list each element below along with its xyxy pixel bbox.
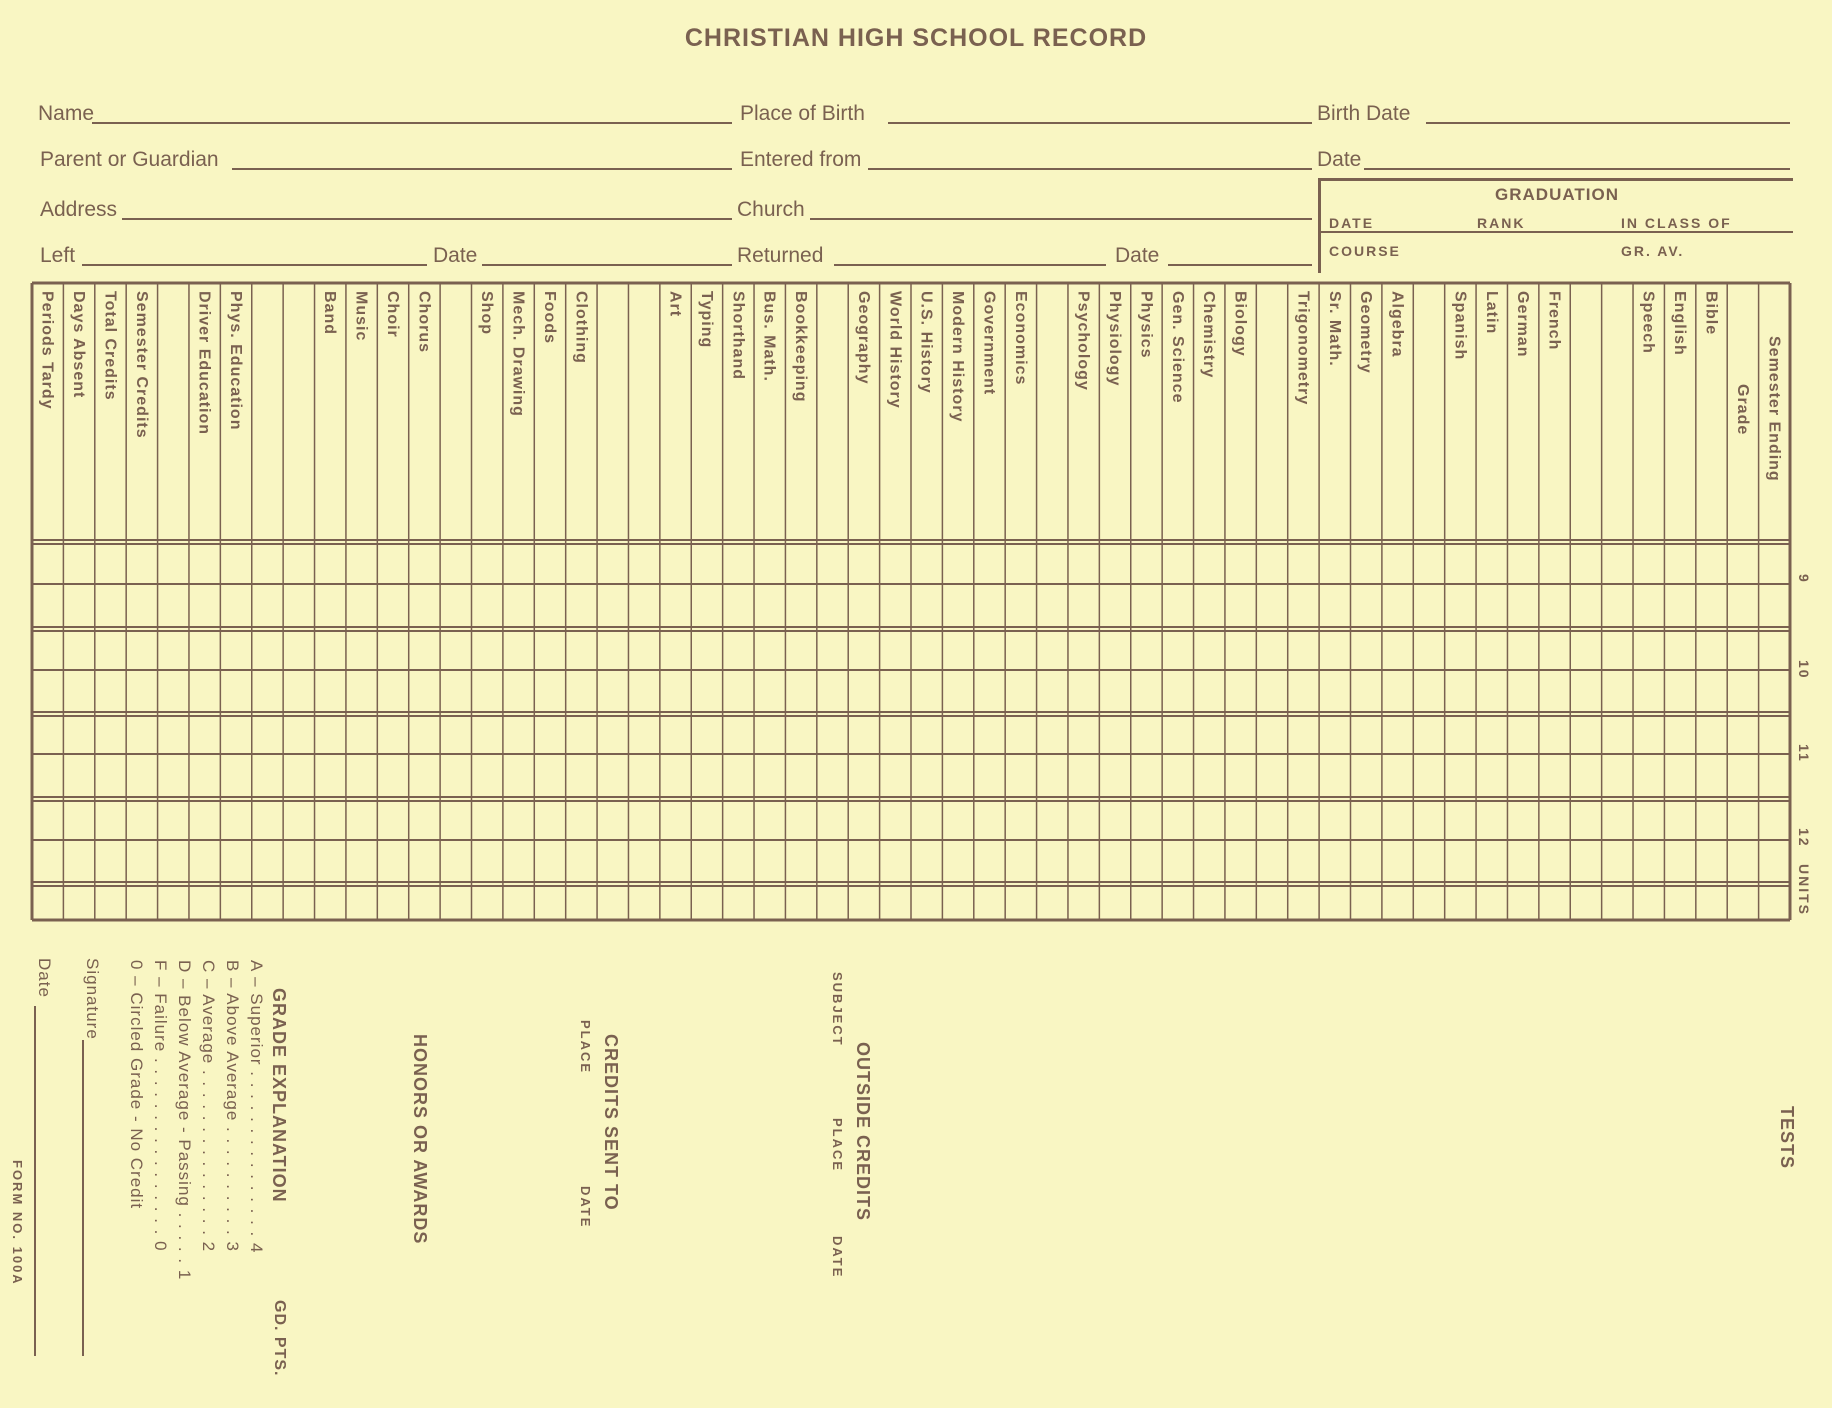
- birth-date-label: Birth Date: [1317, 102, 1411, 125]
- column-header: Typing: [697, 291, 715, 349]
- row-label: UNITS: [1796, 864, 1812, 916]
- credits-date-label: DATE: [578, 1186, 593, 1229]
- column-header: Bible: [1702, 291, 1720, 336]
- column-header: Latin: [1482, 291, 1500, 335]
- column-header: Driver Education: [195, 291, 213, 436]
- graduation-class-of-label: IN CLASS OF: [1621, 215, 1732, 231]
- date-label: Date: [35, 958, 54, 998]
- graduation-heading: GRADUATION: [1495, 185, 1619, 204]
- signature-field[interactable]: [82, 1040, 84, 1356]
- grade-explanation-line: A – Superior . . . . . . . . . . . . . . . 4: [247, 960, 266, 1254]
- column-header: German: [1514, 291, 1532, 358]
- column-header: Clothing: [572, 291, 590, 364]
- column-header: Physics: [1137, 291, 1155, 359]
- row-label: 9: [1796, 574, 1812, 584]
- row-label: 12: [1796, 828, 1812, 848]
- returned-label: Returned: [737, 244, 824, 267]
- column-header: Periods Tardy: [38, 291, 56, 410]
- form-number: FORM NO. 100A: [10, 1160, 25, 1286]
- column-header: Days Absent: [70, 291, 88, 399]
- column-header: Grade: [1733, 384, 1751, 436]
- column-header: English: [1671, 291, 1689, 356]
- column-header: Semester Ending: [1765, 336, 1783, 482]
- column-header: Sr. Math.: [1325, 291, 1343, 367]
- grade-points-heading: GD. PTS.: [271, 1300, 288, 1377]
- column-header: Shorthand: [729, 291, 747, 380]
- column-header: Physiology: [1106, 291, 1124, 387]
- parent-guardian-label: Parent or Guardian: [40, 148, 219, 171]
- column-header: Music: [352, 291, 370, 342]
- place-of-birth-label: Place of Birth: [740, 102, 865, 125]
- column-header: U.S. History: [917, 291, 935, 394]
- row-label: 11: [1796, 744, 1812, 763]
- form-title: CHRISTIAN HIGH SCHOOL RECORD: [684, 24, 1148, 52]
- column-header: Band: [321, 291, 339, 335]
- date-returned-label: Date: [1115, 244, 1160, 267]
- graduation-rank-label: RANK: [1477, 215, 1526, 231]
- column-header: Psychology: [1074, 291, 1092, 391]
- column-header: Speech: [1639, 291, 1657, 354]
- grade-explanation-heading: GRADE EXPLANATION: [269, 988, 289, 1203]
- outside-subject-label: SUBJECT: [830, 972, 845, 1047]
- address-label: Address: [40, 198, 118, 221]
- grade-explanation-line: B – Above Average . . . . . . . . . . 3: [223, 960, 242, 1252]
- credits-place-label: PLACE: [578, 1020, 593, 1075]
- column-header: Total Credits: [101, 291, 119, 401]
- column-header: Spanish: [1451, 291, 1469, 361]
- column-header: Chemistry: [1200, 291, 1218, 379]
- church-label: Church: [737, 198, 805, 221]
- column-header: Geometry: [1357, 291, 1375, 374]
- column-header: Trigonometry: [1294, 291, 1312, 406]
- column-header: Mech. Drawing: [509, 291, 527, 417]
- date-entered-label: Date: [1317, 148, 1362, 171]
- column-header: Modern History: [949, 291, 967, 423]
- column-header: Algebra: [1388, 291, 1406, 358]
- column-header: Government: [980, 291, 998, 396]
- column-header: Biology: [1231, 291, 1249, 357]
- column-header: Foods: [540, 291, 558, 344]
- name-label: Name: [38, 102, 95, 125]
- date-left-label: Date: [433, 244, 478, 267]
- column-header: Geography: [854, 291, 872, 385]
- column-header: Shop: [478, 291, 496, 335]
- grade-explanation-line: D – Below Average - Passing . . . . . 1: [175, 960, 194, 1281]
- outside-place-label: PLACE: [830, 1118, 845, 1173]
- signature-label: Signature: [83, 958, 102, 1040]
- honors-awards-heading: HONORS OR AWARDS: [410, 1034, 430, 1245]
- grade-explanation-line: C – Average . . . . . . . . . . . . . . . 2: [199, 960, 218, 1253]
- grade-explanation-line: F – Failure . . . . . . . . . . . . . . . . 0: [151, 960, 170, 1252]
- outside-date-label: DATE: [830, 1236, 845, 1279]
- column-header: Gen. Science: [1168, 291, 1186, 404]
- column-header: Art: [666, 291, 684, 318]
- column-header: Bookkeeping: [792, 291, 810, 403]
- grade-explanation-line: 0 – Circled Grade - No Credit: [127, 960, 146, 1210]
- entered-from-label: Entered from: [740, 148, 862, 171]
- column-header: Semester Credits: [132, 291, 150, 439]
- outside-credits-heading: OUTSIDE CREDITS: [853, 1042, 873, 1222]
- date-field[interactable]: [34, 1006, 36, 1356]
- column-header: Phys. Education: [227, 291, 245, 431]
- column-header: World History: [886, 291, 904, 409]
- column-header: Economics: [1011, 291, 1029, 386]
- graduation-course-label: COURSE: [1329, 243, 1401, 259]
- column-header: Bus. Math.: [760, 291, 778, 382]
- column-header: Chorus: [415, 291, 433, 353]
- column-header: French: [1545, 291, 1563, 351]
- row-label: 10: [1796, 660, 1812, 680]
- credits-sent-to-heading: CREDITS SENT TO: [601, 1034, 621, 1211]
- left-label: Left: [40, 244, 76, 267]
- column-header: Choir: [384, 291, 402, 338]
- graduation-date-label: DATE: [1329, 215, 1375, 231]
- tests-heading: TESTS: [1777, 1106, 1797, 1170]
- graduation-gr-av-label: GR. AV.: [1621, 243, 1685, 259]
